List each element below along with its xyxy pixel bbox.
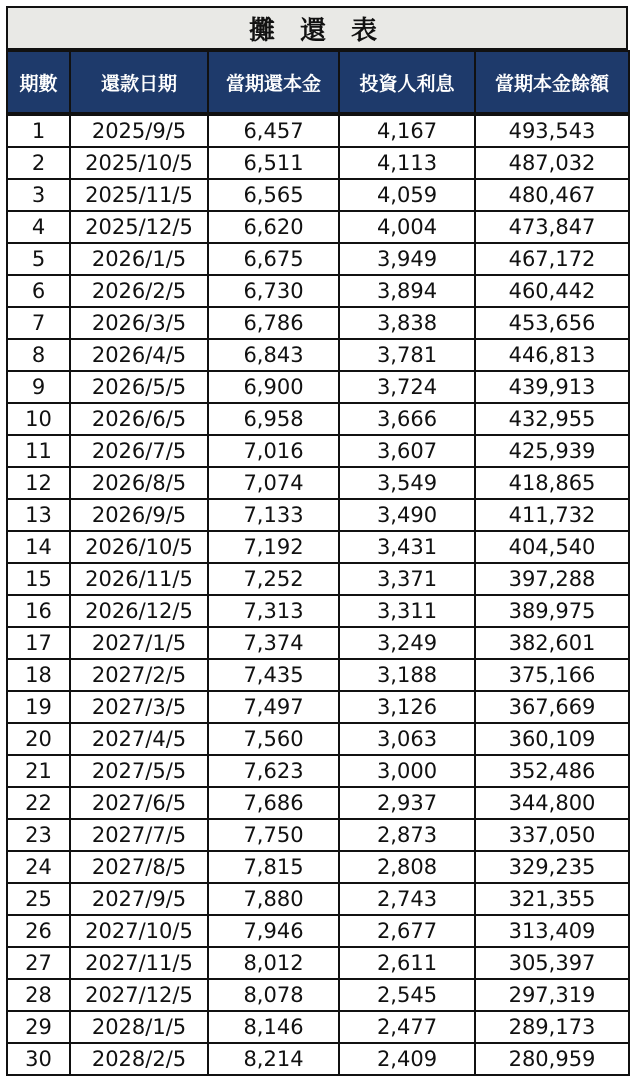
table-row bbox=[7, 114, 629, 147]
table-row bbox=[7, 819, 629, 851]
cell-date: 2028/2/5 bbox=[70, 1043, 208, 1075]
cell-interest: 3,371 bbox=[339, 563, 475, 595]
cell-period: 22 bbox=[7, 787, 70, 819]
cell-interest: 3,000 bbox=[339, 755, 475, 787]
cell-principal: 7,880 bbox=[208, 883, 339, 915]
cell-date: 2027/4/5 bbox=[70, 723, 208, 755]
cell-period: 3 bbox=[7, 179, 70, 211]
cell-period: 16 bbox=[7, 595, 70, 627]
cell-principal: 7,623 bbox=[208, 755, 339, 787]
cell-balance: 467,172 bbox=[475, 243, 629, 275]
cell-period: 25 bbox=[7, 883, 70, 915]
table-title: 攤 還 表 bbox=[6, 6, 628, 50]
cell-balance: 493,543 bbox=[475, 114, 629, 147]
cell-principal: 7,435 bbox=[208, 659, 339, 691]
cell-balance: 432,955 bbox=[475, 403, 629, 435]
cell-interest: 2,409 bbox=[339, 1043, 475, 1075]
cell-period: 29 bbox=[7, 1011, 70, 1043]
cell-interest: 2,937 bbox=[339, 787, 475, 819]
cell-date: 2025/11/5 bbox=[70, 179, 208, 211]
cell-date: 2028/1/5 bbox=[70, 1011, 208, 1043]
cell-balance: 344,800 bbox=[475, 787, 629, 819]
cell-balance: 375,166 bbox=[475, 659, 629, 691]
cell-balance: 382,601 bbox=[475, 627, 629, 659]
cell-balance: 305,397 bbox=[475, 947, 629, 979]
table-row bbox=[7, 211, 629, 243]
cell-balance: 425,939 bbox=[475, 435, 629, 467]
cell-date: 2026/5/5 bbox=[70, 371, 208, 403]
cell-balance: 411,732 bbox=[475, 499, 629, 531]
cell-date: 2027/8/5 bbox=[70, 851, 208, 883]
table-row bbox=[7, 595, 629, 627]
cell-principal: 6,620 bbox=[208, 211, 339, 243]
cell-balance: 460,442 bbox=[475, 275, 629, 307]
cell-period: 18 bbox=[7, 659, 70, 691]
cell-period: 10 bbox=[7, 403, 70, 435]
cell-interest: 3,838 bbox=[339, 307, 475, 339]
cell-date: 2026/7/5 bbox=[70, 435, 208, 467]
cell-date: 2025/9/5 bbox=[70, 114, 208, 147]
cell-period: 19 bbox=[7, 691, 70, 723]
cell-interest: 2,808 bbox=[339, 851, 475, 883]
cell-balance: 439,913 bbox=[475, 371, 629, 403]
table-row bbox=[7, 243, 629, 275]
cell-interest: 3,724 bbox=[339, 371, 475, 403]
cell-period: 7 bbox=[7, 307, 70, 339]
cell-date: 2027/7/5 bbox=[70, 819, 208, 851]
table-row bbox=[7, 659, 629, 691]
cell-balance: 453,656 bbox=[475, 307, 629, 339]
table-row bbox=[7, 1011, 629, 1043]
table-row bbox=[7, 435, 629, 467]
cell-principal: 7,192 bbox=[208, 531, 339, 563]
cell-principal: 7,560 bbox=[208, 723, 339, 755]
cell-interest: 3,607 bbox=[339, 435, 475, 467]
cell-interest: 4,004 bbox=[339, 211, 475, 243]
cell-balance: 329,235 bbox=[475, 851, 629, 883]
cell-principal: 6,675 bbox=[208, 243, 339, 275]
cell-balance: 446,813 bbox=[475, 339, 629, 371]
cell-date: 2027/5/5 bbox=[70, 755, 208, 787]
cell-principal: 7,374 bbox=[208, 627, 339, 659]
cell-balance: 367,669 bbox=[475, 691, 629, 723]
cell-principal: 8,146 bbox=[208, 1011, 339, 1043]
cell-period: 12 bbox=[7, 467, 70, 499]
amortization-table bbox=[6, 50, 630, 1076]
cell-period: 2 bbox=[7, 147, 70, 179]
table-row bbox=[7, 755, 629, 787]
table-row bbox=[7, 403, 629, 435]
cell-interest: 4,059 bbox=[339, 179, 475, 211]
cell-period: 14 bbox=[7, 531, 70, 563]
cell-principal: 8,214 bbox=[208, 1043, 339, 1075]
cell-period: 15 bbox=[7, 563, 70, 595]
cell-balance: 360,109 bbox=[475, 723, 629, 755]
cell-interest: 2,873 bbox=[339, 819, 475, 851]
cell-date: 2027/12/5 bbox=[70, 979, 208, 1011]
table-row bbox=[7, 979, 629, 1011]
table-row bbox=[7, 179, 629, 211]
cell-balance: 418,865 bbox=[475, 467, 629, 499]
cell-principal: 6,786 bbox=[208, 307, 339, 339]
cell-interest: 4,167 bbox=[339, 114, 475, 147]
cell-principal: 6,843 bbox=[208, 339, 339, 371]
cell-principal: 8,012 bbox=[208, 947, 339, 979]
table-row bbox=[7, 723, 629, 755]
cell-interest: 3,126 bbox=[339, 691, 475, 723]
table-row bbox=[7, 627, 629, 659]
table-row bbox=[7, 467, 629, 499]
cell-date: 2027/1/5 bbox=[70, 627, 208, 659]
cell-interest: 2,477 bbox=[339, 1011, 475, 1043]
cell-interest: 3,249 bbox=[339, 627, 475, 659]
cell-date: 2026/6/5 bbox=[70, 403, 208, 435]
cell-period: 1 bbox=[7, 114, 70, 147]
cell-interest: 3,063 bbox=[339, 723, 475, 755]
cell-principal: 7,497 bbox=[208, 691, 339, 723]
cell-date: 2026/1/5 bbox=[70, 243, 208, 275]
cell-balance: 321,355 bbox=[475, 883, 629, 915]
table-row bbox=[7, 851, 629, 883]
cell-interest: 2,611 bbox=[339, 947, 475, 979]
table-row bbox=[7, 147, 629, 179]
cell-balance: 404,540 bbox=[475, 531, 629, 563]
cell-principal: 6,457 bbox=[208, 114, 339, 147]
cell-period: 27 bbox=[7, 947, 70, 979]
cell-balance: 480,467 bbox=[475, 179, 629, 211]
cell-balance: 487,032 bbox=[475, 147, 629, 179]
header-balance: 當期本金餘額 bbox=[475, 51, 629, 114]
cell-date: 2025/12/5 bbox=[70, 211, 208, 243]
cell-interest: 3,431 bbox=[339, 531, 475, 563]
cell-principal: 7,252 bbox=[208, 563, 339, 595]
cell-date: 2026/8/5 bbox=[70, 467, 208, 499]
header-interest: 投資人利息 bbox=[339, 51, 475, 114]
cell-date: 2027/11/5 bbox=[70, 947, 208, 979]
header-principal: 當期還本金 bbox=[208, 51, 339, 114]
header-date: 還款日期 bbox=[70, 51, 208, 114]
table-row bbox=[7, 563, 629, 595]
cell-interest: 3,666 bbox=[339, 403, 475, 435]
cell-interest: 3,188 bbox=[339, 659, 475, 691]
table-row bbox=[7, 691, 629, 723]
cell-period: 28 bbox=[7, 979, 70, 1011]
table-row bbox=[7, 275, 629, 307]
cell-principal: 6,565 bbox=[208, 179, 339, 211]
cell-period: 6 bbox=[7, 275, 70, 307]
cell-principal: 6,730 bbox=[208, 275, 339, 307]
cell-interest: 3,894 bbox=[339, 275, 475, 307]
table-row bbox=[7, 339, 629, 371]
table-body bbox=[7, 114, 629, 1075]
cell-date: 2026/3/5 bbox=[70, 307, 208, 339]
cell-principal: 6,958 bbox=[208, 403, 339, 435]
cell-date: 2026/10/5 bbox=[70, 531, 208, 563]
cell-balance: 397,288 bbox=[475, 563, 629, 595]
table-row bbox=[7, 787, 629, 819]
cell-principal: 7,815 bbox=[208, 851, 339, 883]
cell-principal: 6,511 bbox=[208, 147, 339, 179]
cell-date: 2027/3/5 bbox=[70, 691, 208, 723]
table-row bbox=[7, 531, 629, 563]
cell-principal: 7,016 bbox=[208, 435, 339, 467]
cell-balance: 313,409 bbox=[475, 915, 629, 947]
cell-balance: 280,959 bbox=[475, 1043, 629, 1075]
cell-date: 2026/2/5 bbox=[70, 275, 208, 307]
cell-date: 2026/9/5 bbox=[70, 499, 208, 531]
cell-principal: 8,078 bbox=[208, 979, 339, 1011]
cell-interest: 3,949 bbox=[339, 243, 475, 275]
cell-period: 5 bbox=[7, 243, 70, 275]
table-row bbox=[7, 915, 629, 947]
cell-balance: 473,847 bbox=[475, 211, 629, 243]
cell-principal: 7,946 bbox=[208, 915, 339, 947]
header-row bbox=[7, 51, 629, 114]
cell-principal: 7,750 bbox=[208, 819, 339, 851]
cell-balance: 352,486 bbox=[475, 755, 629, 787]
cell-balance: 389,975 bbox=[475, 595, 629, 627]
table-row bbox=[7, 371, 629, 403]
cell-date: 2027/10/5 bbox=[70, 915, 208, 947]
cell-interest: 4,113 bbox=[339, 147, 475, 179]
cell-interest: 3,781 bbox=[339, 339, 475, 371]
cell-interest: 3,549 bbox=[339, 467, 475, 499]
table-row bbox=[7, 307, 629, 339]
cell-period: 26 bbox=[7, 915, 70, 947]
cell-interest: 3,490 bbox=[339, 499, 475, 531]
cell-principal: 7,313 bbox=[208, 595, 339, 627]
cell-date: 2027/6/5 bbox=[70, 787, 208, 819]
header-period: 期數 bbox=[7, 51, 70, 114]
cell-interest: 3,311 bbox=[339, 595, 475, 627]
cell-date: 2025/10/5 bbox=[70, 147, 208, 179]
cell-date: 2027/2/5 bbox=[70, 659, 208, 691]
table-row bbox=[7, 883, 629, 915]
cell-period: 9 bbox=[7, 371, 70, 403]
cell-period: 23 bbox=[7, 819, 70, 851]
cell-date: 2027/9/5 bbox=[70, 883, 208, 915]
cell-period: 24 bbox=[7, 851, 70, 883]
cell-date: 2026/12/5 bbox=[70, 595, 208, 627]
cell-principal: 7,133 bbox=[208, 499, 339, 531]
cell-principal: 6,900 bbox=[208, 371, 339, 403]
table-row bbox=[7, 499, 629, 531]
cell-period: 8 bbox=[7, 339, 70, 371]
cell-date: 2026/4/5 bbox=[70, 339, 208, 371]
table-row bbox=[7, 1043, 629, 1075]
cell-balance: 289,173 bbox=[475, 1011, 629, 1043]
cell-period: 30 bbox=[7, 1043, 70, 1075]
cell-interest: 2,677 bbox=[339, 915, 475, 947]
cell-balance: 297,319 bbox=[475, 979, 629, 1011]
cell-interest: 2,743 bbox=[339, 883, 475, 915]
cell-period: 17 bbox=[7, 627, 70, 659]
cell-period: 20 bbox=[7, 723, 70, 755]
cell-interest: 2,545 bbox=[339, 979, 475, 1011]
cell-principal: 7,074 bbox=[208, 467, 339, 499]
cell-period: 11 bbox=[7, 435, 70, 467]
cell-period: 13 bbox=[7, 499, 70, 531]
cell-principal: 7,686 bbox=[208, 787, 339, 819]
cell-period: 21 bbox=[7, 755, 70, 787]
cell-period: 4 bbox=[7, 211, 70, 243]
cell-date: 2026/11/5 bbox=[70, 563, 208, 595]
cell-balance: 337,050 bbox=[475, 819, 629, 851]
table-row bbox=[7, 947, 629, 979]
